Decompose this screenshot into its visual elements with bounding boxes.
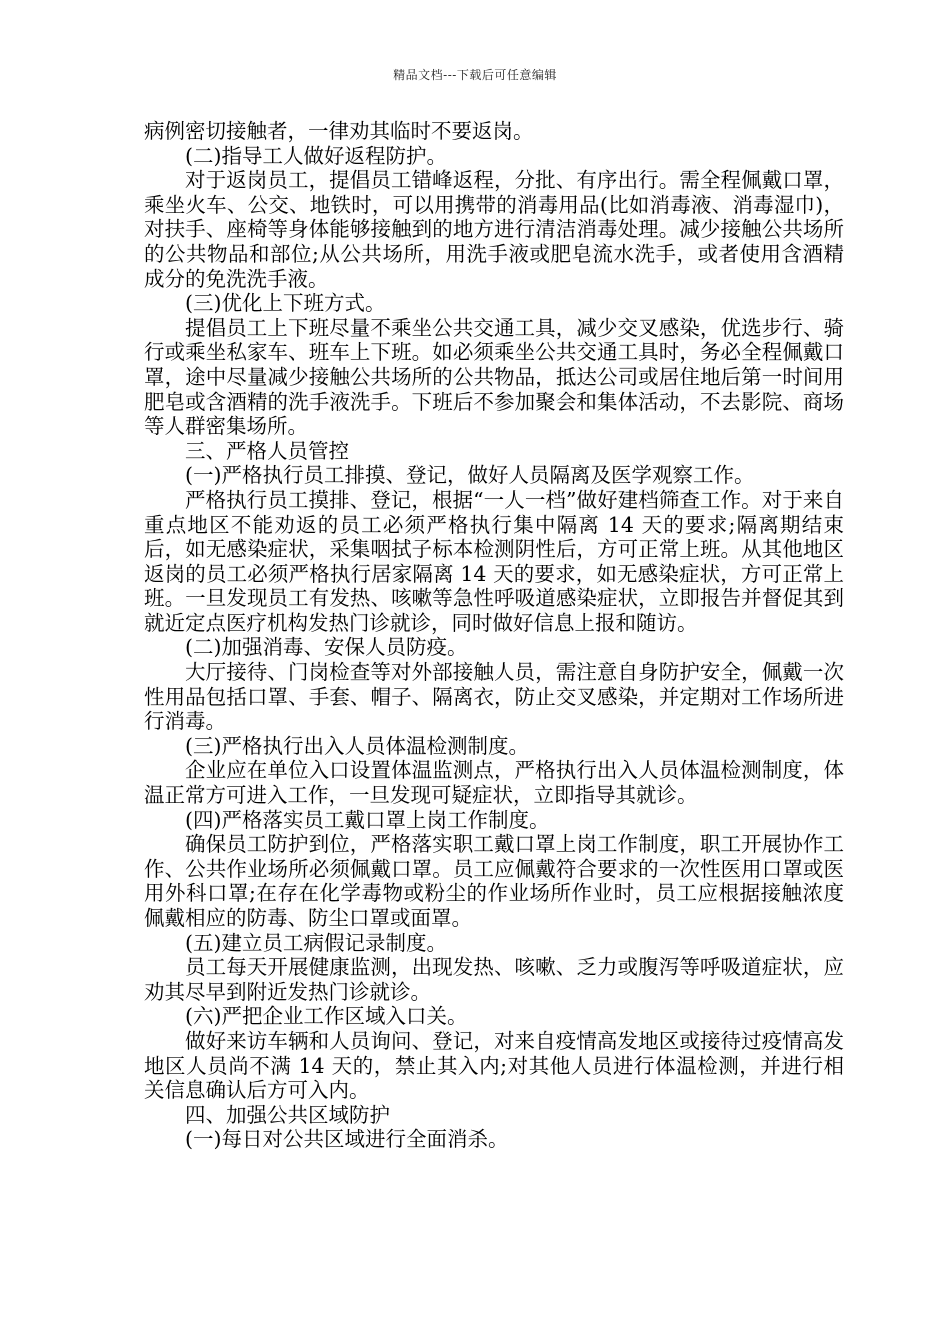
paragraph: 提倡员工上下班尽量不乘坐公共交通工具，减少交叉感染，优选步行、骑行或乘坐私家车、班车上下班。如必须乘坐公共交通工具时，务必全程佩戴口罩，途中尽量减少接触公共场所的公共物品，抵达公司或居住地后第一时间用肥皂或含酒精的洗手液洗手。下班后不参加聚会和集体活动，不去影院、商场等人群密集场所。 xyxy=(144,315,844,439)
paragraph: 病例密切接触者，一律劝其临时不要返岗。 xyxy=(144,119,534,143)
section-heading: (六)严把企业工作区域入口关。 xyxy=(185,1004,468,1029)
section-heading: (三)严格执行出入人员体温检测制度。 xyxy=(185,733,529,758)
section-heading: (一)严格执行员工排摸、登记，做好人员隔离及医学观察工作。 xyxy=(185,463,755,488)
section-heading: (三)优化上下班方式。 xyxy=(185,291,386,316)
paragraph: 严格执行员工摸排、登记，根据“一人一档”做好建档筛查工作。对于来自重点地区不能劝返的员工必须严格执行集中隔离 14 天的要求;隔离期结束后，如无感染症状，采集咽拭子标本检测阴性后，方可正常上班。从其他地区返岗的员工必须严格执行居家隔离 14 天的要求，如无感染症状，方可正常上班。一旦发现员工有发热、咳嗽等急性呼吸道感染症状，立即报告并督促其到就近定点医疗机构发热门诊就诊，同时做好信息上报和随访。 xyxy=(144,487,844,635)
page-header: 精品文档---下载后可任意编辑 xyxy=(393,68,557,82)
paragraph: 大厅接待、门岗检查等对外部接触人员，需注意自身防护安全，佩戴一次性用品包括口罩、手套、帽子、隔离衣，防止交叉感染，并定期对工作场所进行消毒。 xyxy=(144,660,844,734)
paragraph: 员工每天开展健康监测，出现发热、咳嗽、乏力或腹泻等呼吸道症状，应劝其尽早到附近发热门诊就诊。 xyxy=(144,955,844,1004)
chapter-heading: 四、加强公共区域防护 xyxy=(185,1102,390,1127)
paragraph: 确保员工防护到位，严格落实职工戴口罩上岗工作制度，职工开展协作工作、公共作业场所必须佩戴口罩。员工应佩戴符合要求的一次性医用口罩或医用外科口罩;在存在化学毒物或粉尘的作业场所作业时，员工应根据接触浓度佩戴相应的防毒、防尘口罩或面罩。 xyxy=(144,832,844,930)
section-heading: (一)每日对公共区域进行全面消杀。 xyxy=(185,1127,509,1152)
document-body xyxy=(144,119,844,1152)
section-heading: (四)严格落实员工戴口罩上岗工作制度。 xyxy=(185,807,550,832)
paragraph: 对于返岗员工，提倡员工错峰返程，分批、有序出行。需全程佩戴口罩，乘坐火车、公交、地铁时，可以用携带的消毒用品(比如消毒液、消毒湿巾)，对扶手、座椅等身体能够接触到的地方进行清洁消毒处理。减少接触公共场所的公共物品和部位;从公共场所，用洗手液或肥皂流水洗手，或者使用含酒精成分的免洗洗手液。 xyxy=(144,168,844,291)
paragraph: 做好来访车辆和人员询问、登记，对来自疫情高发地区或接待过疫情高发地区人员尚不满 14 天的，禁止其入内;对其他人员进行体温检测，并进行相关信息确认后方可入内。 xyxy=(144,1028,844,1103)
section-heading: (五)建立员工病假记录制度。 xyxy=(185,930,447,955)
chapter-heading: 三、严格人员管控 xyxy=(185,438,349,463)
paragraph: 企业应在单位入口设置体温监测点，严格执行出入人员体温检测制度，体温正常方可进入工作，一旦发现可疑症状，立即指导其就诊。 xyxy=(144,758,844,808)
section-heading: (二)指导工人做好返程防护。 xyxy=(185,143,447,168)
section-heading: (二)加强消毒、安保人员防疫。 xyxy=(185,635,468,660)
